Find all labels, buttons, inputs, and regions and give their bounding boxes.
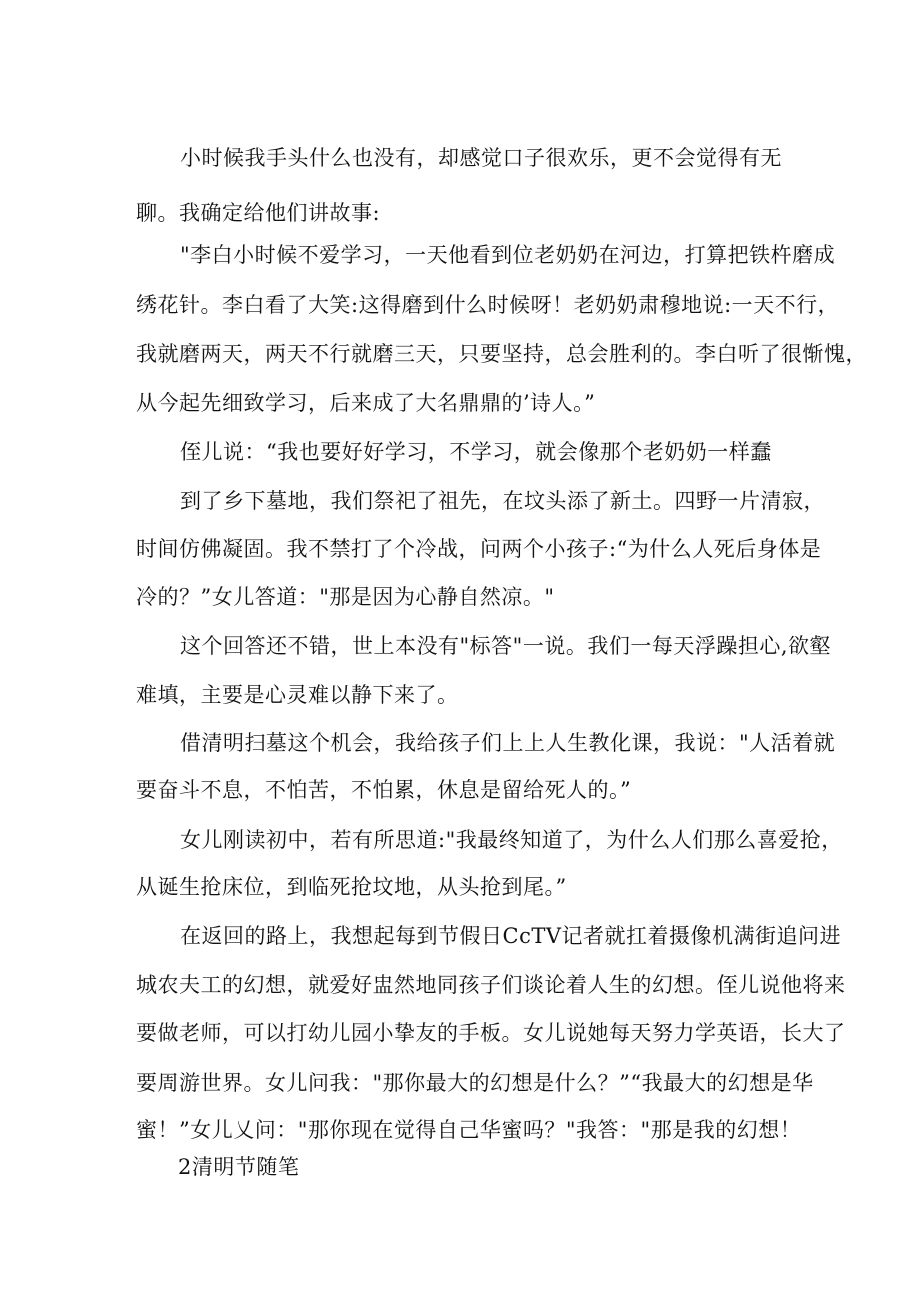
text-line: 侄儿说：“我也要好好学习，不学习，就会像那个老奶奶一样蠢 — [180, 440, 772, 464]
text-line: 我就磨两天，两天不行就磨三天，只要坚持，总会胜利的。李白听了很惭愧， — [136, 342, 867, 366]
text-line: 要周游世界。女儿问我："那你最大的幻想是什么？”“我最大的幻想是华 — [136, 1071, 814, 1095]
text-line: 时间仿佛凝固。我不禁打了个冷战，问两个小孩子:“为什么人死后身体是 — [136, 537, 822, 561]
text-line: 要做老师，可以打幼儿园小挚友的手板。女儿说她每天努力学英语，长大了 — [136, 1021, 846, 1045]
text-line: 小时候我手头什么也没有，却感觉口子很欢乐，更不会觉得有无 — [180, 146, 782, 170]
text-line: 绣花针。李白看了大笑:这得磨到什么时候呀！老奶奶肃穆地说:一天不行， — [136, 293, 840, 317]
section-heading: 2清明节随笔 — [178, 1155, 300, 1179]
text-line: 从今起先细致学习，后来成了大名鼎鼎的’诗人。” — [136, 391, 596, 415]
text-line: 聊。我确定给他们讲故事: — [136, 201, 381, 225]
text-line: "李白小时候不爱学习，一天他看到位老奶奶在河边，打算把铁杵磨成 — [180, 243, 836, 267]
text-line: 难填，主要是心灵难以静下来了。 — [136, 683, 459, 707]
text-line: 冷的？”女儿答道："那是因为心静自然凉。" — [136, 585, 555, 609]
text-line: 这个回答还不错，世上本没有"标答"一说。我们一每天浮躁担心,欲壑 — [180, 634, 831, 658]
text-line: 借清明扫墓这个机会，我给孩子们上上人生教化课，我说："人活着就 — [180, 731, 836, 755]
text-line: 女儿刚读初中，若有所思道:"我最终知道了，为什么人们那么喜爱抢， — [180, 828, 843, 852]
text-line: 城农夫工的幻想，就爱好盅然地同孩子们谈论着人生的幻想。侄儿说他将来 — [136, 973, 846, 997]
text-line: 到了乡下墓地，我们祭祀了祖先，在坟头添了新土。四野一片清寂， — [180, 489, 825, 513]
text-line: 在返回的路上，我想起每到节假日CcTV记者就扛着摄像机满街追问进 — [180, 924, 841, 948]
text-line: 从诞生抢床位，到临死抢坟地，从头抢到尾。” — [136, 875, 567, 899]
text-line: 蜜！”女儿乂问："那你现在觉得自己华蜜吗？"我答："那是我的幻想！ — [136, 1118, 802, 1142]
text-line: 要奋斗不息，不怕苦，不怕累，休息是留给死人的。” — [136, 778, 632, 802]
